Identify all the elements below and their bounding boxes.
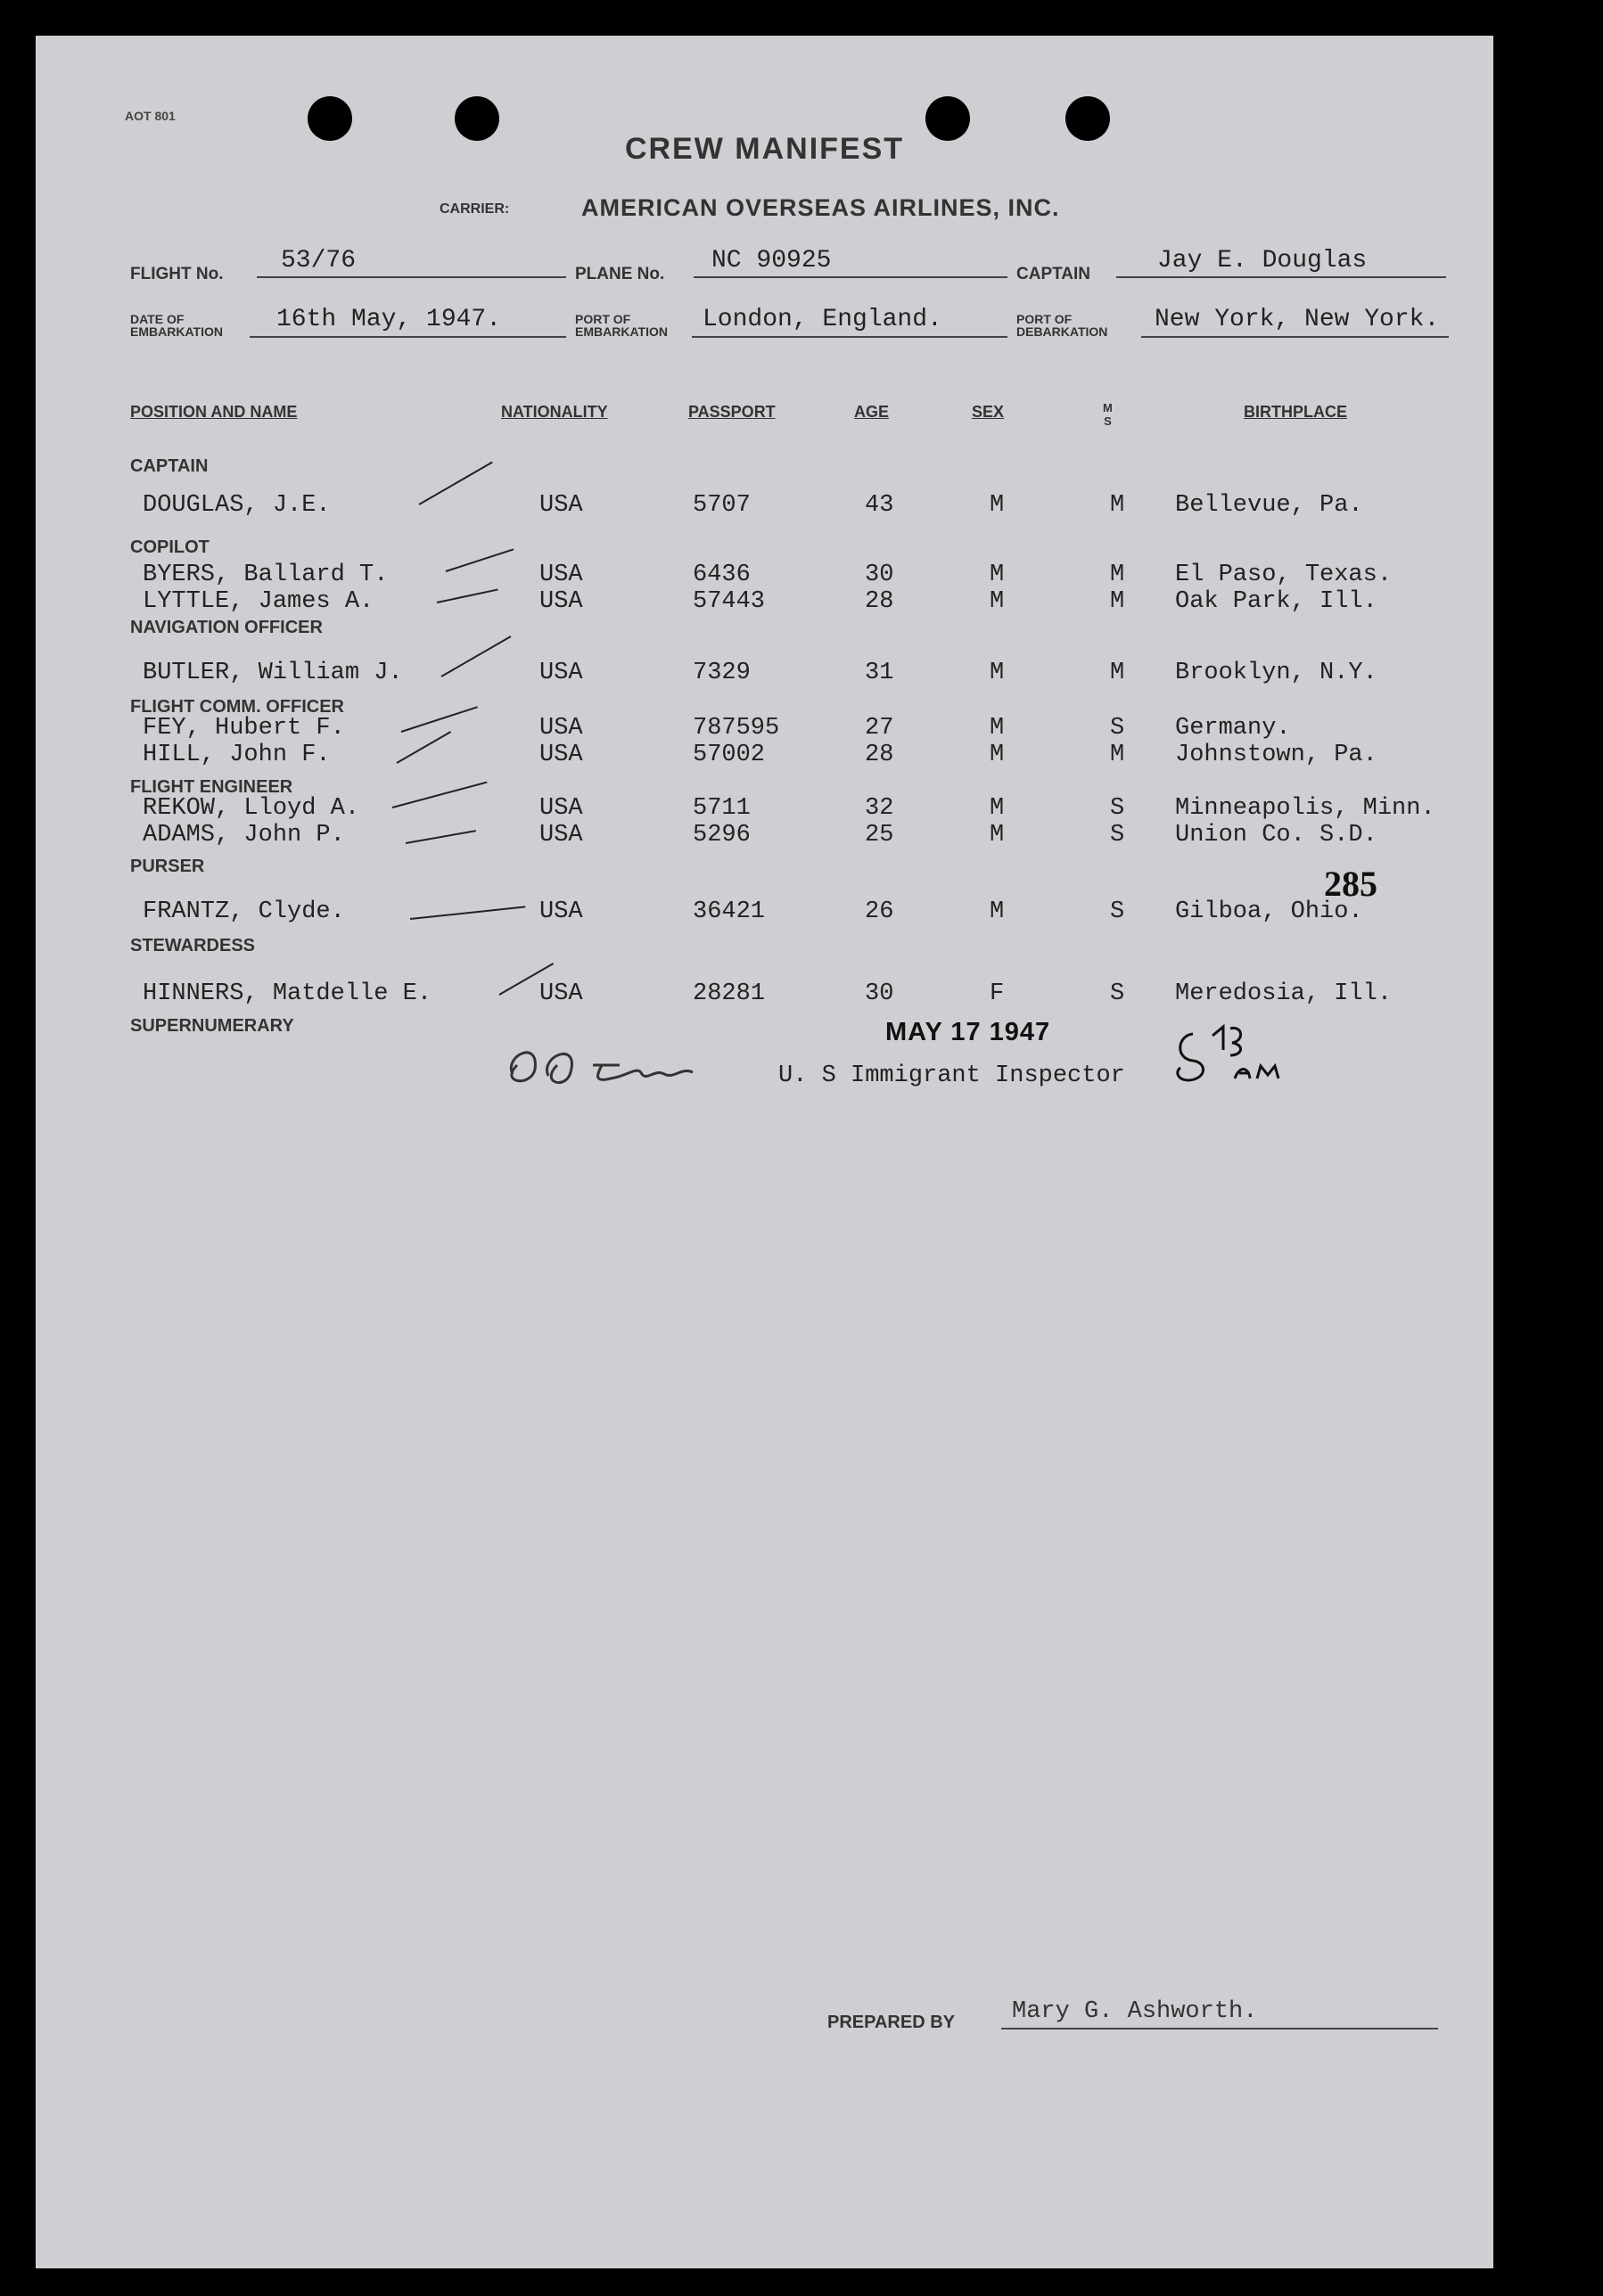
page-number: 285 (1324, 864, 1377, 904)
column-sex: SEX (972, 403, 1005, 421)
crew-nationality: USA (539, 492, 583, 519)
crew-nationality: USA (539, 588, 583, 615)
embarkation-date-label: DATE OF EMBARKATION (130, 312, 223, 339)
embarkation-port-label: PORT OF EMBARKATION (575, 312, 668, 339)
crew-ms: S (1110, 980, 1125, 1007)
crew-name: HINNERS, Matdelle E. (143, 980, 432, 1007)
crew-nationality: USA (539, 742, 583, 768)
section-flight-comm-officer: FLIGHT COMM. OFFICER (130, 697, 344, 717)
crew-age: 25 (865, 822, 894, 849)
column-age: AGE (854, 403, 890, 421)
crew-ms: M (1110, 588, 1125, 615)
check-mark (410, 906, 525, 920)
section-flight-engineer: FLIGHT ENGINEER (130, 777, 293, 797)
crew-passport: 57443 (693, 588, 766, 615)
check-mark (397, 731, 452, 764)
crew-name: DOUGLAS, J.E. (143, 492, 331, 519)
crew-name: LYTTLE, James A. (143, 588, 374, 615)
manifest-title: CREW MANIFEST (624, 132, 905, 166)
section-stewardess: STEWARDESS (130, 936, 256, 955)
underline (1141, 336, 1449, 338)
crew-age: 43 (865, 492, 894, 519)
section-copilot: COPILOT (130, 537, 210, 557)
crew-age: 28 (865, 742, 894, 768)
crew-passport: 7329 (693, 660, 751, 686)
crew-birthplace: Germany. (1175, 715, 1291, 742)
crew-passport: 787595 (693, 715, 780, 742)
crew-nationality: USA (539, 898, 583, 925)
crew-ms: S (1110, 822, 1125, 849)
crew-passport: 57002 (693, 742, 766, 768)
crew-ms: S (1110, 898, 1125, 925)
crew-ms: M (1110, 660, 1125, 686)
crew-birthplace: Gilboa, Ohio. (1175, 898, 1363, 925)
crew-passport: 5296 (693, 822, 751, 849)
crew-birthplace: Oak Park, Ill. (1175, 588, 1377, 615)
check-mark (401, 706, 478, 733)
captain-name: Jay E. Douglas (1157, 247, 1368, 275)
crew-passport: 5711 (693, 795, 751, 822)
check-mark (437, 588, 498, 603)
captain-label: CAPTAIN (1016, 265, 1091, 283)
crew-sex: M (990, 795, 1005, 822)
crew-birthplace: Brooklyn, N.Y. (1175, 660, 1377, 686)
debarkation-port: New York, New York. (1155, 306, 1440, 333)
section-captain: CAPTAIN (130, 456, 209, 476)
crew-birthplace: Union Co. S.D. (1175, 822, 1377, 849)
embarkation-date: 16th May, 1947. (276, 306, 502, 333)
crew-nationality: USA (539, 980, 583, 1007)
crew-passport: 6436 (693, 562, 751, 588)
crew-ms: M (1110, 492, 1125, 519)
crew-ms: M (1110, 742, 1125, 768)
crew-birthplace: El Paso, Texas. (1175, 562, 1393, 588)
section-navigation-officer: NAVIGATION OFFICER (130, 618, 323, 637)
column-marital-status: M S (1103, 401, 1113, 428)
crew-name: FRANTZ, Clyde. (143, 898, 345, 925)
crew-sex: M (990, 898, 1005, 925)
crew-age: 30 (865, 980, 894, 1007)
crew-ms: M (1110, 562, 1125, 588)
crew-age: 32 (865, 795, 894, 822)
check-mark (392, 782, 488, 808)
form-id: AOT 801 (125, 109, 176, 123)
column-position-name: POSITION AND NAME (130, 403, 298, 421)
crew-passport: 28281 (693, 980, 766, 1007)
underline (250, 336, 566, 338)
crew-age: 30 (865, 562, 894, 588)
crew-name: REKOW, Lloyd A. (143, 795, 360, 822)
crew-birthplace: Bellevue, Pa. (1175, 492, 1363, 519)
underline (1116, 276, 1446, 278)
crew-age: 27 (865, 715, 894, 742)
crew-sex: F (990, 980, 1005, 1007)
immigrant-inspector-label: U. S Immigrant Inspector (778, 1062, 1125, 1089)
crew-birthplace: Meredosia, Ill. (1175, 980, 1393, 1007)
plane-number: NC 90925 (711, 247, 832, 275)
check-mark (446, 548, 514, 572)
crew-ms: S (1110, 715, 1125, 742)
plane-label: PLANE No. (575, 265, 665, 283)
crew-nationality: USA (539, 715, 583, 742)
manifest-page (36, 36, 1493, 2268)
underline (694, 276, 1007, 278)
flight-label: FLIGHT No. (130, 265, 224, 283)
crew-age: 26 (865, 898, 894, 925)
debarkation-port-label: PORT OF DEBARKATION (1016, 312, 1108, 339)
prepared-by-name: Mary G. Ashworth. (1012, 1998, 1258, 2025)
crew-age: 28 (865, 588, 894, 615)
handwritten-time-mark (1168, 1016, 1302, 1087)
carrier-label: CARRIER: (440, 201, 510, 217)
underline (257, 276, 566, 278)
crew-sex: M (990, 715, 1005, 742)
column-nationality: NATIONALITY (501, 403, 608, 421)
check-mark (441, 636, 512, 677)
inspector-signature (486, 1029, 780, 1096)
crew-sex: M (990, 742, 1005, 768)
crew-sex: M (990, 588, 1005, 615)
crew-passport: 36421 (693, 898, 766, 925)
flight-number: 53/76 (281, 247, 357, 275)
crew-birthplace: Johnstown, Pa. (1175, 742, 1377, 768)
crew-name: HILL, John F. (143, 742, 331, 768)
inspection-date-stamp: MAY 17 1947 (885, 1018, 1051, 1046)
crew-sex: M (990, 562, 1005, 588)
check-mark (406, 830, 476, 844)
underline (692, 336, 1007, 338)
crew-sex: M (990, 822, 1005, 849)
section-purser: PURSER (130, 857, 205, 876)
crew-age: 31 (865, 660, 894, 686)
check-mark (419, 462, 493, 505)
crew-name: ADAMS, John P. (143, 822, 345, 849)
section-supernumerary: SUPERNUMERARY (130, 1016, 294, 1036)
crew-ms: S (1110, 795, 1125, 822)
crew-sex: M (990, 492, 1005, 519)
crew-nationality: USA (539, 822, 583, 849)
crew-birthplace: Minneapolis, Minn. (1175, 795, 1435, 822)
crew-nationality: USA (539, 562, 583, 588)
column-passport: PASSPORT (688, 403, 776, 421)
column-birthplace: BIRTHPLACE (1244, 403, 1347, 421)
crew-nationality: USA (539, 795, 583, 822)
crew-passport: 5707 (693, 492, 751, 519)
crew-name: BUTLER, William J. (143, 660, 403, 686)
crew-name: FEY, Hubert F. (143, 715, 345, 742)
crew-sex: M (990, 660, 1005, 686)
carrier-name: AMERICAN OVERSEAS AIRLINES, INC. (581, 194, 1060, 221)
crew-nationality: USA (539, 660, 583, 686)
crew-name: BYERS, Ballard T. (143, 562, 389, 588)
embarkation-port: London, England. (703, 306, 942, 333)
underline (1001, 2028, 1438, 2030)
prepared-by-label: PREPARED BY (827, 2013, 955, 2032)
